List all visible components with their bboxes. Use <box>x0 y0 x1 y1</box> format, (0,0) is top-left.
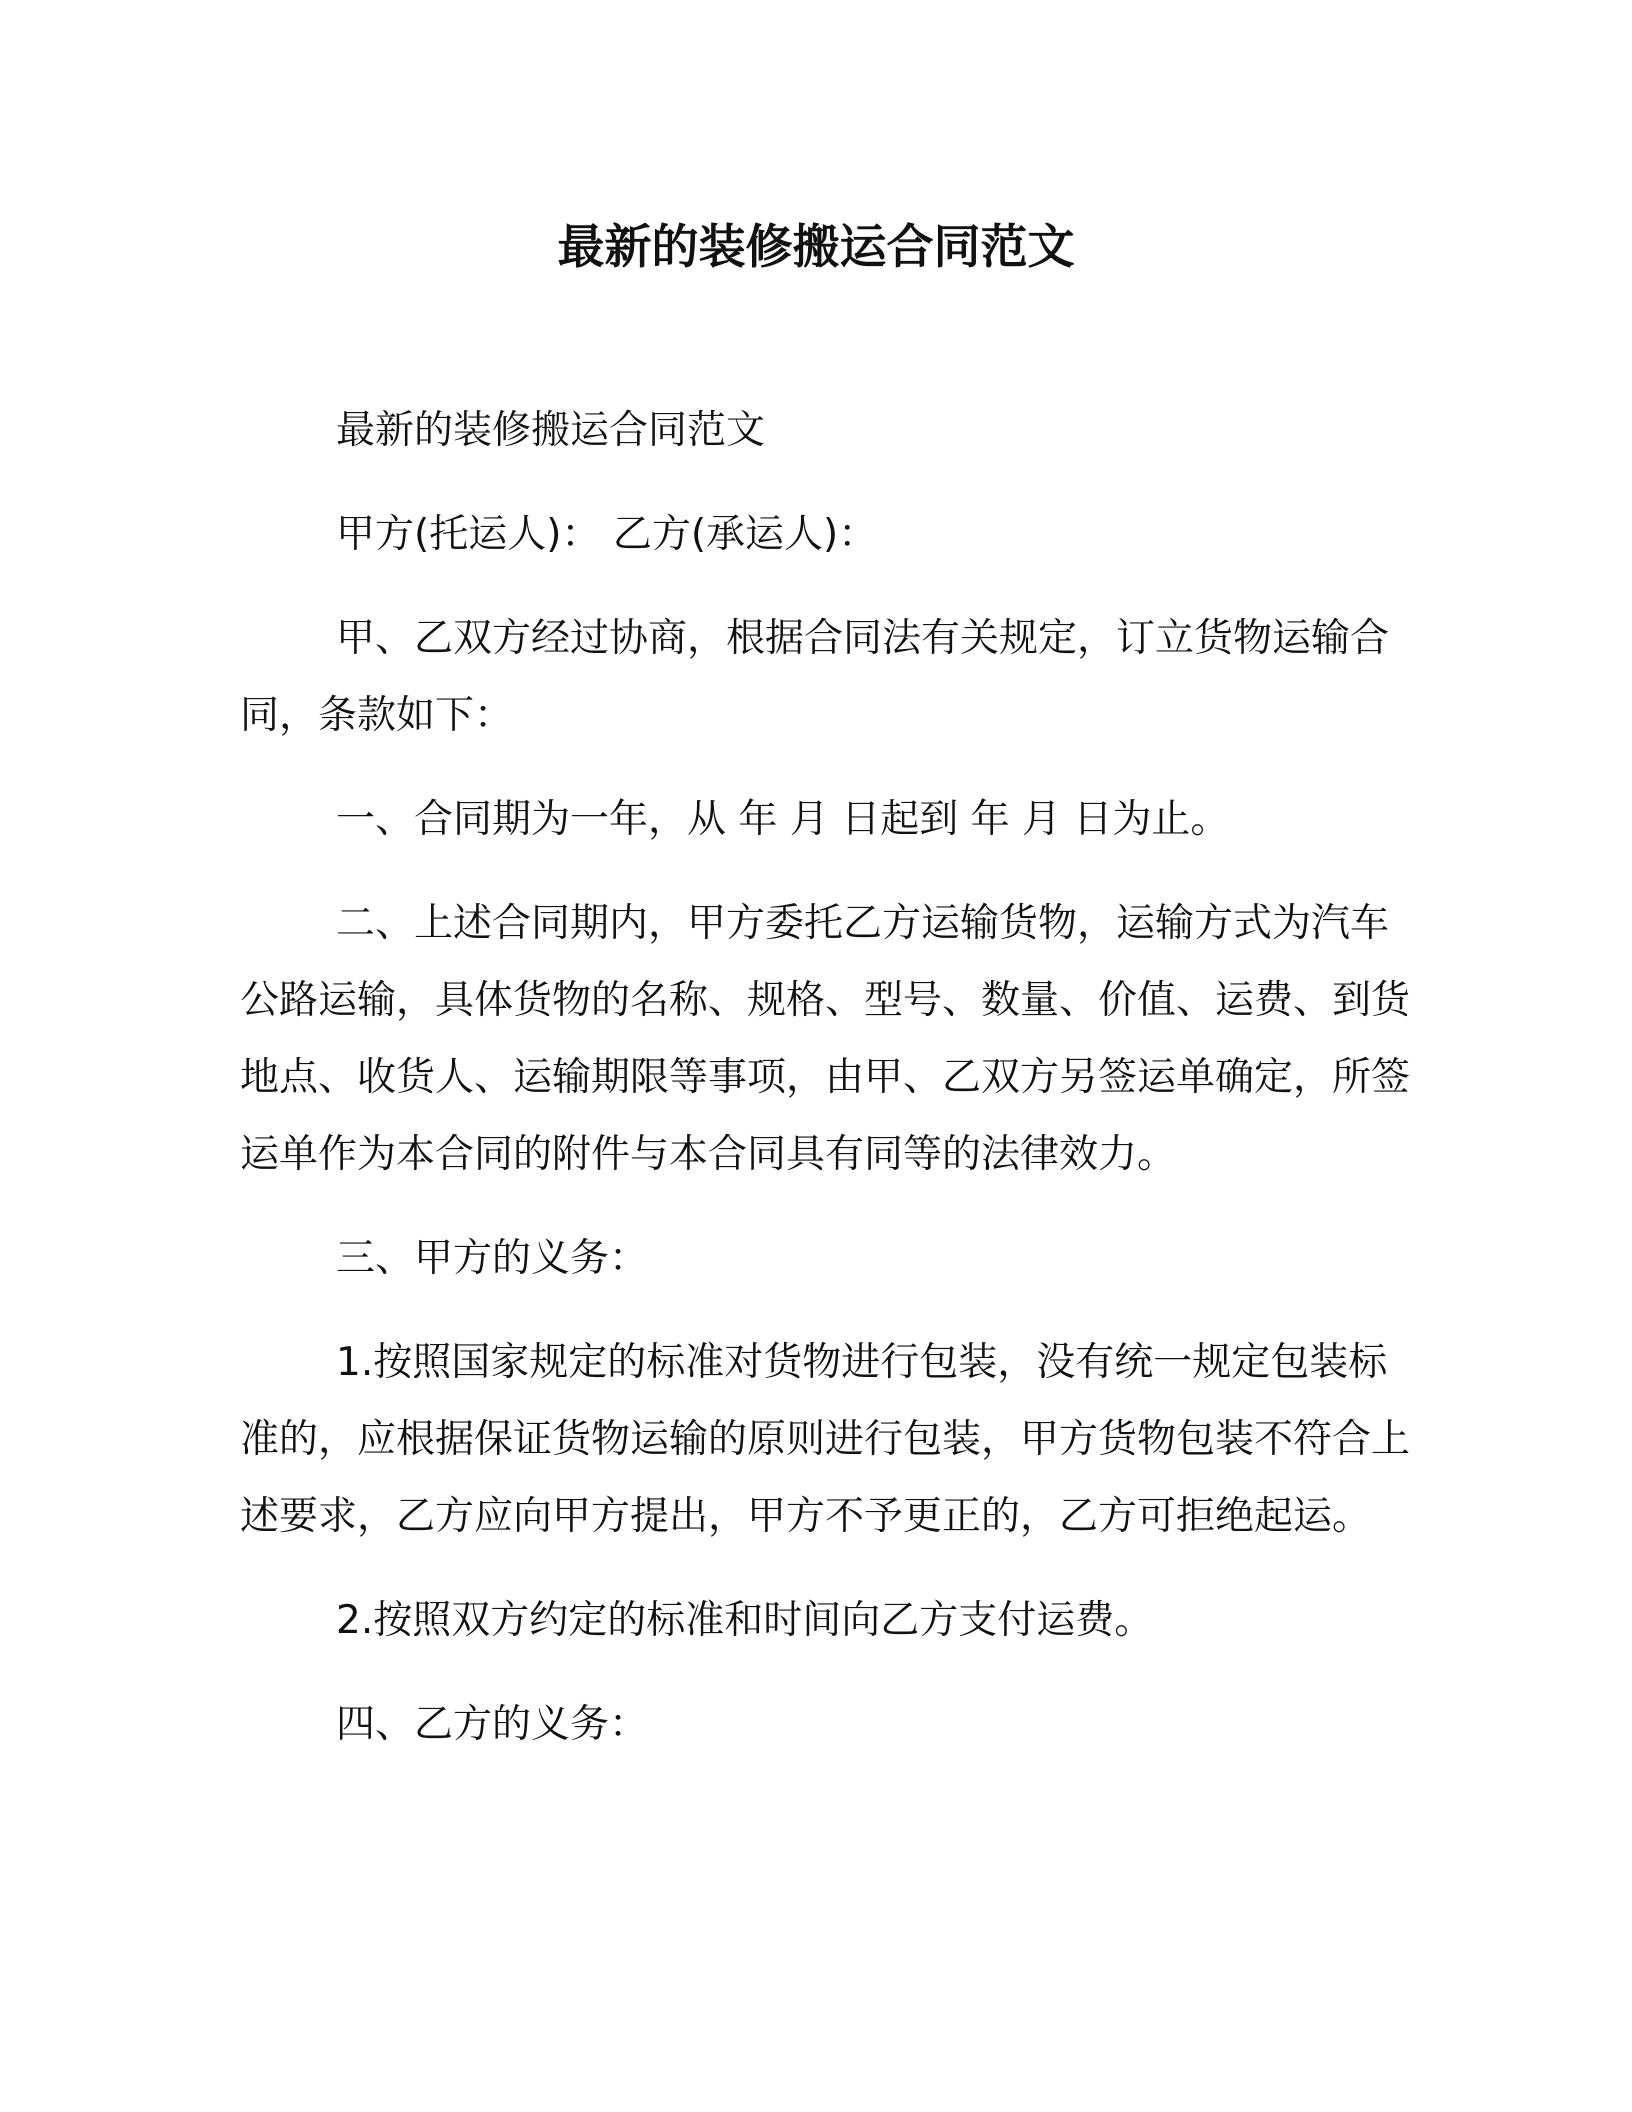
paragraph-intro: 甲、乙双方经过协商，根据合同法有关规定，订立货物运输合同，条款如下： <box>240 616 1390 738</box>
paragraph-subtitle: 最新的装修搬运合同范文 <box>336 408 766 453</box>
document-title: 最新的装修搬运合同范文 <box>557 220 1075 275</box>
document-body <box>240 392 1410 1790</box>
paragraph-clause-1: 一、合同期为一年，从 年 月 日起到 年 月 日为止。 <box>336 797 1230 842</box>
paragraph-clause-3-item-2: 2.按照双方约定的标准和时间向乙方支付运费。 <box>336 1598 1154 1643</box>
paragraph-clause-3-item-1: 1.按照国家规定的标准对货物进行包装，没有统一规定包装标准的，应根据保证货物运输的原则进行包装，甲方货物包装不符合上述要求，乙方应向甲方提出，甲方不予更正的，乙方可拒绝起运。 <box>240 1340 1411 1539</box>
paragraph-clause-2: 二、上述合同期内，甲方委托乙方运输货物，运输方式为汽车公路运输，具体货物的名称、规格、型号、数量、价值、运费、到货地点、收货人、运输期限等事项，由甲、乙双方另签运单确定，所签运单作为本合同的附件与本合同具有同等的法律效力。 <box>240 901 1411 1177</box>
paragraph-clause-4-heading: 四、乙方的义务： <box>336 1702 649 1747</box>
paragraph-parties: 甲方(托运人)： 乙方(承运人)： <box>336 512 878 557</box>
paragraph-clause-3-heading: 三、甲方的义务： <box>336 1236 649 1281</box>
